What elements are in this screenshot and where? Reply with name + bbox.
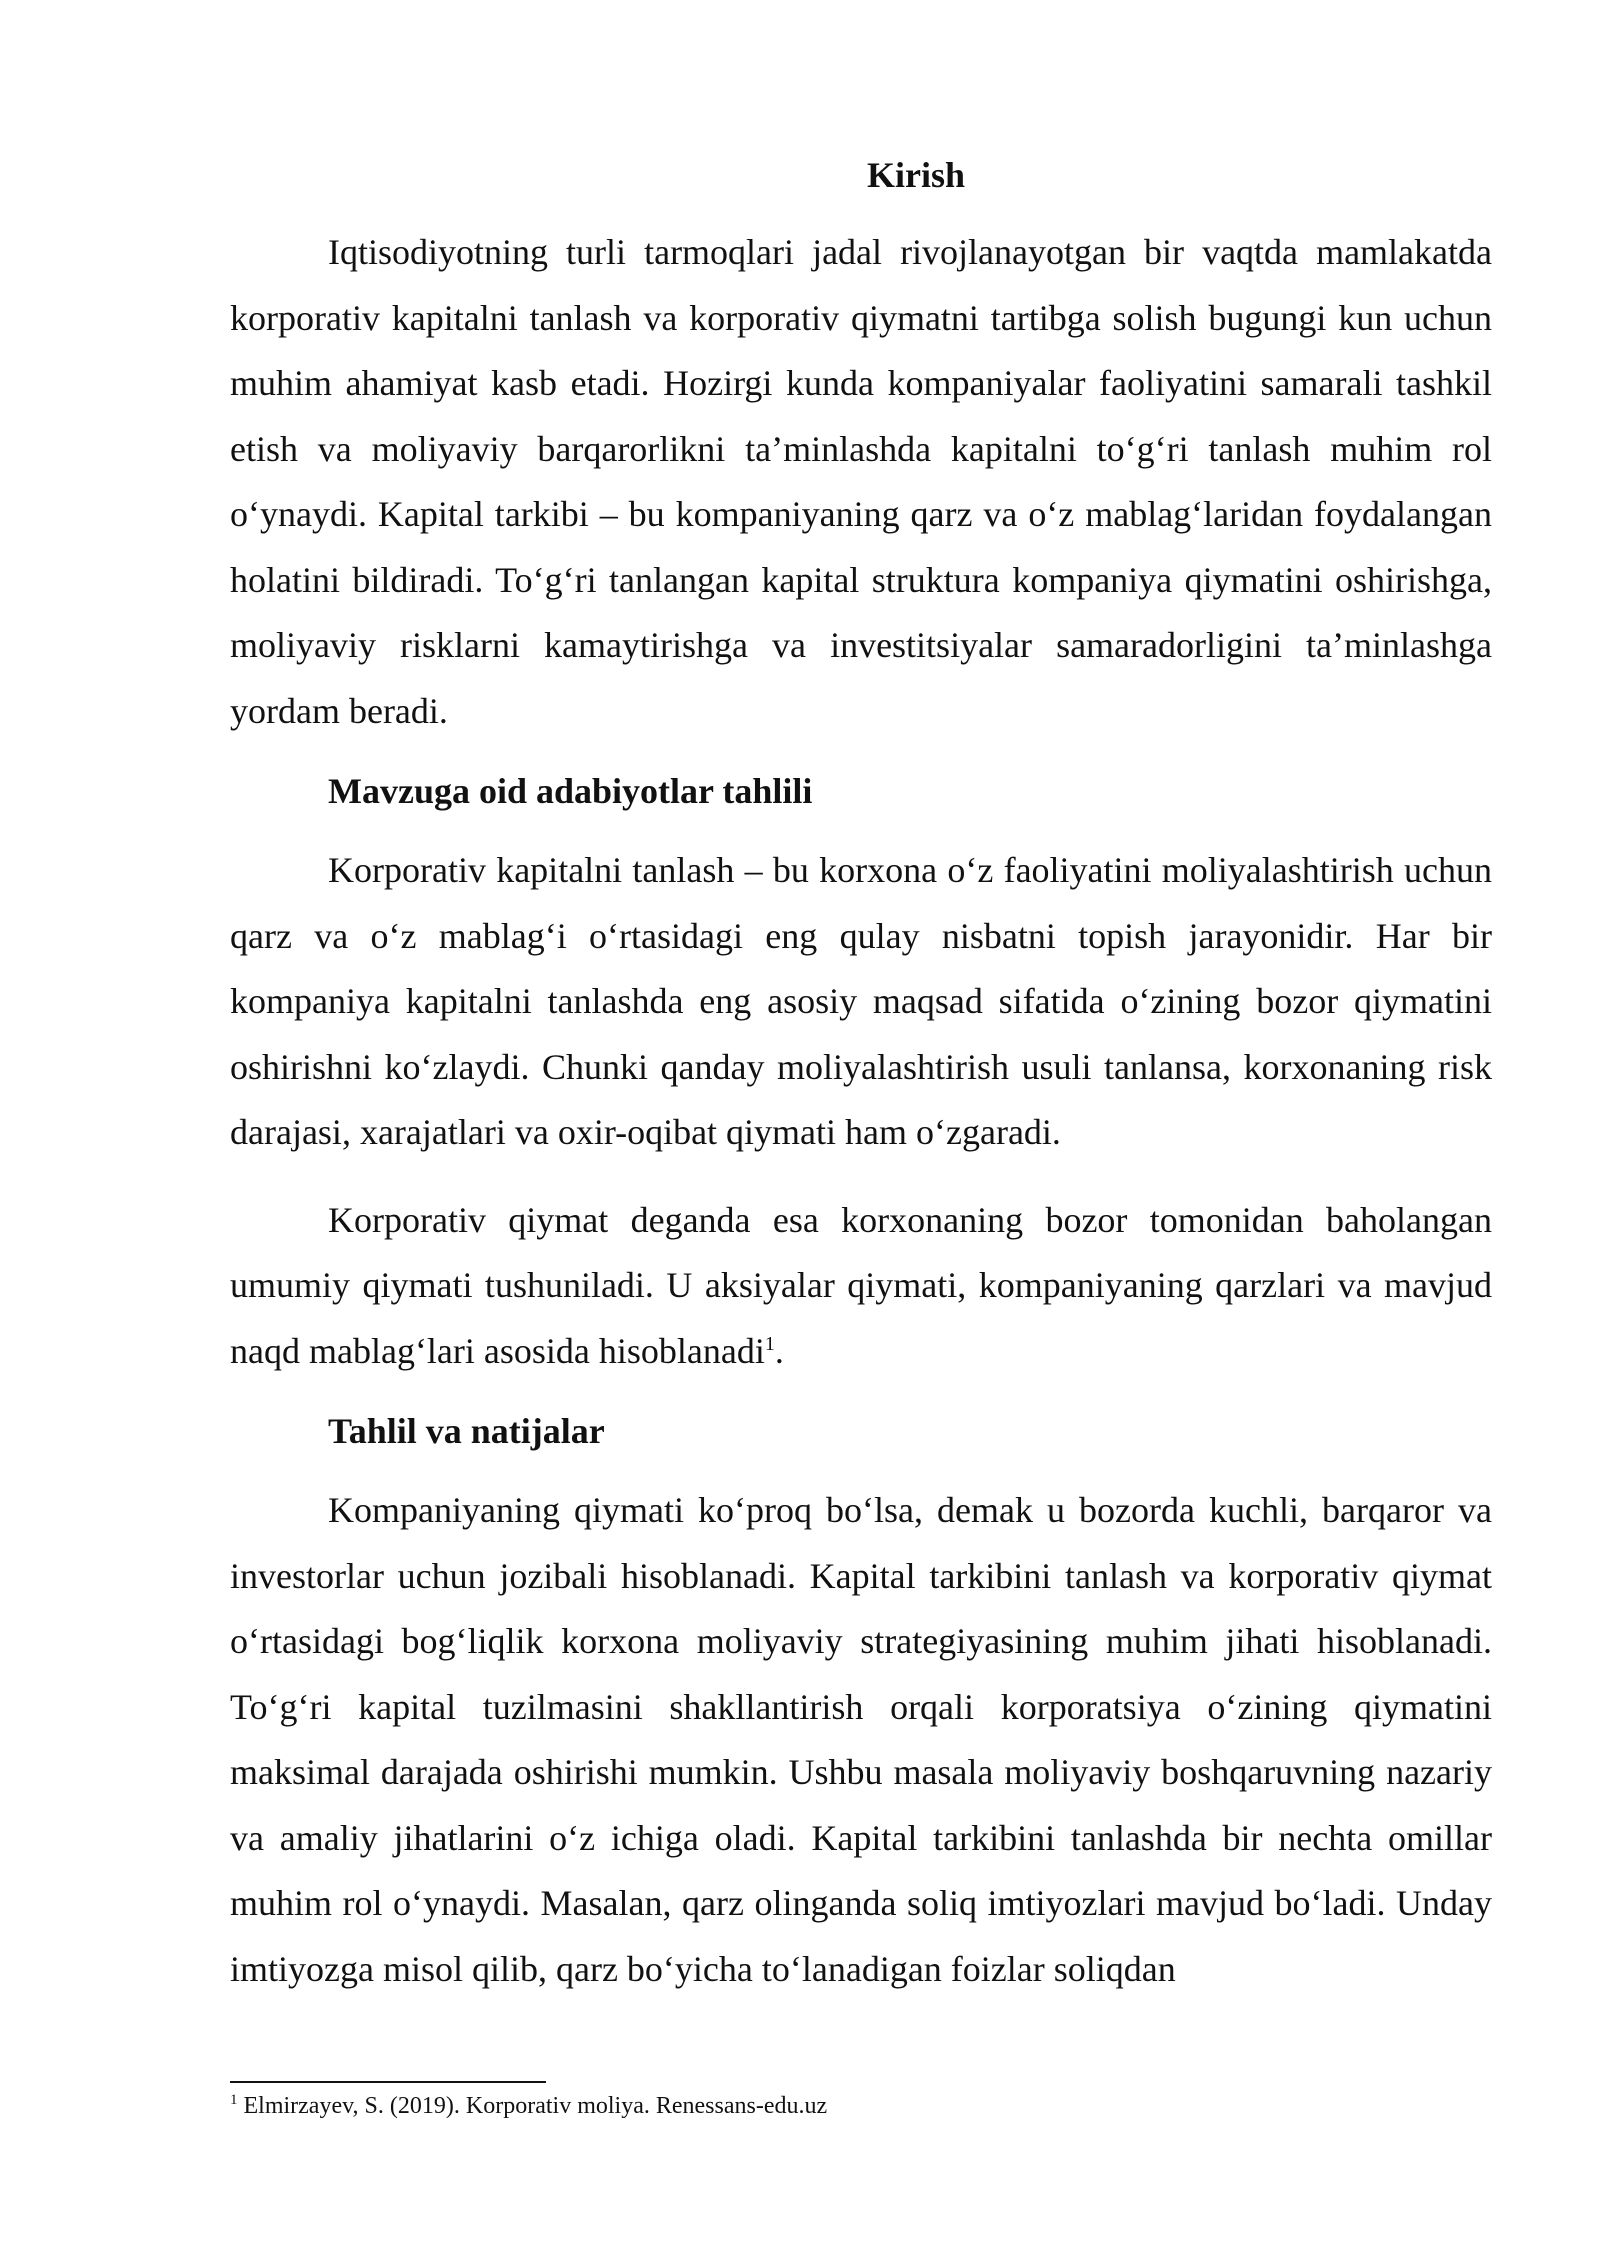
intro-paragraph: Iqtisodiyotning turli tarmoqlari jadal rivojlanayotgan bir vaqtda mamlakatda korporativ kapitalni tanlash va korporativ qiymatni tartibga solish bugungi kun uchun muhim ahamiyat kasb etadi. Hozirgi kunda kompaniyalar faoliyatini samarali tashkil etish va moliyaviy barqarorlikni ta’minlashda kapitalni to‘g‘ri tanlash muhim rol o‘ynaydi. Kapital tarkibi – bu kompaniyaning qarz va o‘z mablag‘laridan foydalangan holatini bildiradi. To‘g‘ri tanlangan kapital struktura kompaniya qiymatini oshirishga, moliyaviy risklarni kamaytirishga va investitsiyalar samaradorligini ta’minlashga yordam beradi. [230, 232, 1492, 731]
footnote-text: Elmirzayev, S. (2019). Korporativ moliya. Renessans-edu.uz [237, 2093, 828, 2119]
footnote-marker: 1 [230, 2092, 238, 2108]
literature-paragraph-1: Korporativ kapitalni tanlash – bu korxona o‘z faoliyatini moliyalashtirish uchun qarz va o‘z mablag‘i o‘rtasidagi eng qulay nisbatni topish jarayonidir. Har bir kompaniya kapitalni tanlashda eng asosiy maqsad sifatida o‘zining bozor qiymatini oshirishni ko‘zlaydi. Chunki qanday moliyalashtirish usuli tanlansa, korxonaning risk darajasi, xarajatlari va oxir-oqibat qiymati ham o‘zgaradi. [230, 850, 1492, 1152]
page-title: Kirish [866, 155, 965, 195]
section-heading-literature: Mavzuga oid adabiyotlar tahlili [328, 771, 813, 811]
literature-paragraph-2-end: . [774, 1330, 784, 1371]
footnote-separator [230, 2081, 546, 2083]
footnote-reference[interactable]: 1 [764, 1332, 775, 1355]
literature-paragraph-2 [230, 1188, 1492, 1385]
section-heading-results: Tahlil va natijalar [328, 1411, 605, 1451]
results-paragraph: Kompaniyaning qiymati ko‘proq bo‘lsa, demak u bozorda kuchli, barqaror va investorlar uchun jozibali hisoblanadi. Kapital tarkibini tanlash va korporativ qiymat o‘rtasidagi bog‘liqlik korxona moliyaviy strategiyasining muhim jihati hisoblanadi. To‘g‘ri kapital tuzilmasini shakllantirish orqali korporatsiya o‘zining qiymatini maksimal darajada oshirishi mumkin. Ushbu masala moliyaviy boshqaruvning nazariy va amaliy jihatlarini o‘z ichiga oladi. Kapital tarkibini tanlashda bir nechta omillar muhim rol o‘ynaydi. Masalan, qarz olinganda soliq imtiyozlari mavjud bo‘ladi. Unday imtiyozga misol qilib, qarz bo‘yicha to‘lanadigan foizlar soliqdan [230, 1490, 1492, 1989]
footnote [230, 2090, 1492, 2122]
literature-paragraph-2-text: Korporativ qiymat deganda esa korxonaning bozor tomonidan baholangan umumiy qiymati tushuniladi. U aksiyalar qiymati, kompaniyaning qarzlari va mavjud naqd mablag‘lari asosida hisoblanadi [230, 1199, 1492, 1371]
page-body [230, 150, 1492, 2002]
